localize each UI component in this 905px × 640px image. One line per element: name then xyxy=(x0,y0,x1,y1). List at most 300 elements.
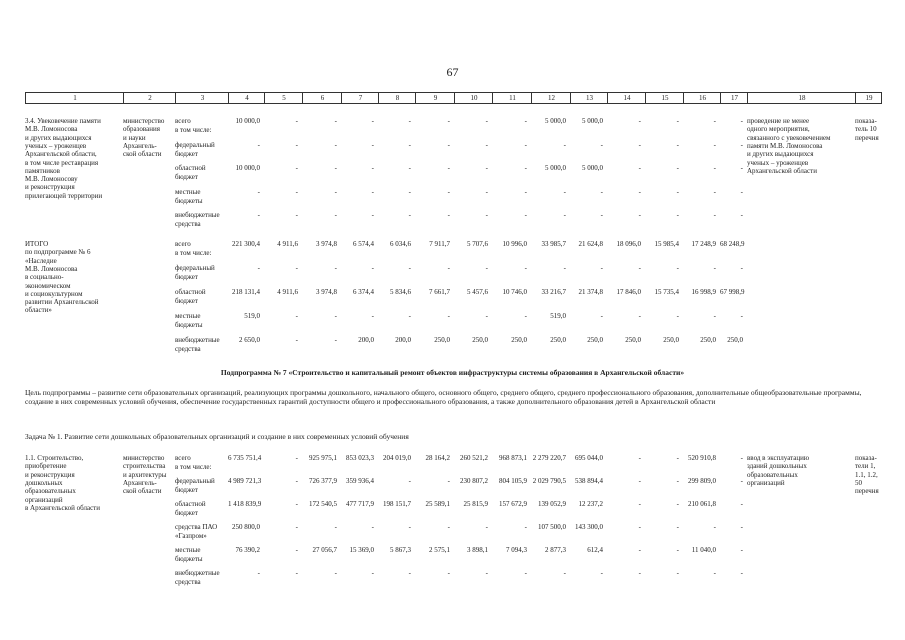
cell-value: 250,0 xyxy=(663,336,679,344)
cell-value: - xyxy=(295,211,298,219)
cell-value: - xyxy=(334,211,337,219)
cell-value: - xyxy=(713,264,716,272)
row-name-line: развитии Архангельской xyxy=(25,298,99,307)
cell-value: - xyxy=(371,523,374,531)
result-line: Архангельской области xyxy=(747,166,817,175)
cell-value: 7 094,3 xyxy=(506,546,527,554)
cell-value: 359 936,4 xyxy=(346,477,374,485)
result-line: памяти М.В. Ломоносова xyxy=(747,141,823,150)
cell-value: - xyxy=(371,312,374,320)
cell-value: - xyxy=(563,187,566,196)
cell-value: 28 164,2 xyxy=(425,454,450,462)
finance-source-label: средства xyxy=(175,578,201,586)
cell-value: 25 589,1 xyxy=(425,500,450,508)
cell-value: - xyxy=(676,454,679,462)
cell-value: - xyxy=(600,187,603,196)
finance-source-label: местные xyxy=(175,187,201,196)
row-name-line: памятников xyxy=(25,166,60,175)
cell-value: 107 500,0 xyxy=(538,523,566,531)
cell-value: - xyxy=(334,523,337,531)
cell-value: - xyxy=(740,546,743,554)
cell-value: 853 023,3 xyxy=(346,454,374,462)
cell-value: 250,0 xyxy=(700,336,716,344)
cell-value: - xyxy=(485,523,488,531)
indicator-line: тель 10 xyxy=(855,125,877,134)
cell-value: - xyxy=(676,523,679,531)
cell-value: - xyxy=(638,164,641,172)
cell-value: 250,0 xyxy=(511,336,527,344)
header-col-7: 7 xyxy=(341,93,379,103)
cell-value: 250,0 xyxy=(434,336,450,344)
cell-value: - xyxy=(485,140,488,149)
header-col-13: 13 xyxy=(570,93,608,103)
cell-value: - xyxy=(524,312,527,320)
finance-source-label: бюджеты xyxy=(175,196,203,205)
cell-value: - xyxy=(638,500,641,508)
row-name-line: Архангельской области, xyxy=(25,150,97,159)
executor-line: ской области xyxy=(123,150,162,159)
cell-value: - xyxy=(638,140,641,149)
header-col-17: 17 xyxy=(720,93,748,103)
executor-line: ской области xyxy=(123,487,162,496)
cell-value: - xyxy=(740,117,743,125)
result-line: и других выдающихся xyxy=(747,150,814,159)
cell-value: - xyxy=(676,117,679,125)
cell-value: - xyxy=(740,454,743,462)
cell-value: - xyxy=(676,312,679,320)
cell-value: - xyxy=(447,312,450,320)
task-text: Задача № 1. Развитие сети дошкольных образовательных организаций и создание в них современных условий обучения xyxy=(25,432,409,441)
cell-value: - xyxy=(740,187,743,196)
cell-value: 968 873,1 xyxy=(499,454,527,462)
cell-value: - xyxy=(334,140,337,149)
cell-value: - xyxy=(676,187,679,196)
cell-value: 17 846,0 xyxy=(616,288,641,296)
cell-value: - xyxy=(524,569,527,577)
cell-value: - xyxy=(257,211,260,219)
cell-value: 27 056,7 xyxy=(312,546,337,554)
result-line: организаций xyxy=(747,478,785,487)
cell-value: - xyxy=(676,211,679,219)
cell-value: - xyxy=(295,523,298,531)
cell-value: - xyxy=(371,264,374,272)
header-col-19: 19 xyxy=(855,93,882,103)
cell-value: - xyxy=(295,164,298,172)
cell-value: 6 374,4 xyxy=(353,288,374,296)
cell-value: 250,0 xyxy=(727,336,743,344)
cell-value: - xyxy=(371,211,374,219)
cell-value: - xyxy=(524,187,527,196)
cell-value: - xyxy=(334,117,337,125)
cell-value: - xyxy=(638,477,641,485)
cell-value: 2 877,3 xyxy=(545,546,566,554)
cell-value: - xyxy=(638,523,641,531)
cell-value: - xyxy=(713,187,716,196)
cell-value: - xyxy=(740,500,743,508)
cell-value: 12 237,2 xyxy=(578,500,603,508)
section-title: Подпрограмма № 7 «Строительство и капитальный ремонт объектов инфраструктуры системы образования в Архангельской области» xyxy=(220,368,685,377)
cell-value: 67 998,9 xyxy=(720,288,745,296)
cell-value: - xyxy=(447,140,450,149)
cell-value: 5 000,0 xyxy=(545,164,566,172)
row-name-line: «Наследие xyxy=(25,256,57,265)
cell-value: - xyxy=(600,569,603,577)
cell-value: - xyxy=(334,187,337,196)
finance-source-label: областной xyxy=(175,288,206,296)
cell-value: 250 800,0 xyxy=(232,523,260,531)
cell-value: - xyxy=(524,264,527,272)
cell-value: - xyxy=(600,211,603,219)
executor-line: образования xyxy=(123,125,160,134)
finance-source-label: всего xyxy=(175,117,191,125)
cell-value: 18 096,0 xyxy=(616,240,641,248)
row-name-line: образовательных xyxy=(25,487,76,496)
cell-value: 68 248,9 xyxy=(720,240,745,248)
cell-value: 5 000,0 xyxy=(582,164,603,172)
finance-source-label: внебюджетные xyxy=(175,211,220,219)
cell-value: 538 894,4 xyxy=(575,477,603,485)
cell-value: - xyxy=(295,264,298,272)
cell-value: 157 672,9 xyxy=(499,500,527,508)
cell-value: - xyxy=(563,264,566,272)
finance-source-label: федеральный xyxy=(175,264,215,272)
header-col-6: 6 xyxy=(302,93,342,103)
finance-source-label: средства xyxy=(175,220,201,228)
header-col-5: 5 xyxy=(264,93,303,103)
result-line: образовательных xyxy=(747,470,798,479)
cell-value: - xyxy=(524,211,527,219)
cell-value: 3 974,8 xyxy=(316,240,337,248)
cell-value: - xyxy=(371,569,374,577)
cell-value: - xyxy=(638,264,641,272)
row-name-line: 1.1. Строительство, xyxy=(25,454,84,462)
row-name-line: М.В. Ломоносова xyxy=(25,125,78,134)
cell-value: 198 151,7 xyxy=(383,500,411,508)
cell-value: - xyxy=(485,187,488,196)
header-col-2: 2 xyxy=(123,93,176,103)
executor-line: Архангель- xyxy=(123,141,157,150)
result-line: зданий дошкольных xyxy=(747,462,807,471)
indicator-line: тели 1, xyxy=(855,462,876,471)
cell-value: - xyxy=(524,164,527,172)
finance-source-label: бюджет xyxy=(175,173,198,181)
cell-value: 10 000,0 xyxy=(235,117,260,125)
executor-line: министерство xyxy=(123,454,165,462)
row-name-line: в социально- xyxy=(25,273,64,282)
row-name-line: области» xyxy=(25,306,52,315)
header-col-10: 10 xyxy=(454,93,493,103)
header-col-18: 18 xyxy=(747,93,856,103)
header-col-4: 4 xyxy=(228,93,265,103)
finance-source-label: бюджет xyxy=(175,509,198,517)
cell-value: 11 040,0 xyxy=(691,546,716,554)
cell-value: - xyxy=(676,477,679,485)
cell-value: 4 911,6 xyxy=(277,288,298,296)
cell-value: - xyxy=(713,312,716,320)
finance-source-label: областной xyxy=(175,500,206,508)
executor-line: строительства xyxy=(123,462,166,471)
cell-value: 477 717,9 xyxy=(346,500,374,508)
result-line: одного мероприятия, xyxy=(747,125,810,134)
cell-value: - xyxy=(408,312,411,320)
finance-source-label: бюджет xyxy=(175,297,198,305)
cell-value: - xyxy=(485,264,488,272)
cell-value: 4 911,6 xyxy=(277,240,298,248)
cell-value: 250,0 xyxy=(625,336,641,344)
cell-value: - xyxy=(257,187,260,196)
finance-source-label: федеральный xyxy=(175,140,215,149)
cell-value: 76 390,2 xyxy=(235,546,260,554)
cell-value: - xyxy=(713,523,716,531)
cell-value: 1 418 839,9 xyxy=(228,500,262,508)
cell-value: - xyxy=(638,117,641,125)
cell-value: 260 521,2 xyxy=(460,454,488,462)
cell-value: - xyxy=(713,569,716,577)
cell-value: - xyxy=(408,140,411,149)
finance-source-label: бюджет xyxy=(175,273,198,281)
finance-source-label: областной xyxy=(175,164,206,172)
page-number: 67 xyxy=(446,65,459,79)
cell-value: 17 248,9 xyxy=(691,240,716,248)
cell-value: 7 661,7 xyxy=(429,288,450,296)
cell-value: - xyxy=(408,211,411,219)
cell-value: - xyxy=(334,164,337,172)
cell-value: - xyxy=(295,312,298,320)
cell-value: 210 061,8 xyxy=(688,500,716,508)
row-name-line: по подпрограмме № 6 xyxy=(25,248,91,257)
cell-value: 2 650,0 xyxy=(239,336,260,344)
cell-value: 139 052,9 xyxy=(538,500,566,508)
cell-value: 2 279 220,7 xyxy=(532,454,566,462)
cell-value: - xyxy=(371,117,374,125)
cell-value: - xyxy=(257,140,260,149)
cell-value: - xyxy=(295,569,298,577)
cell-value: - xyxy=(676,264,679,272)
cell-value: 3 898,1 xyxy=(467,546,488,554)
cell-value: 21 624,8 xyxy=(578,240,603,248)
cell-value: 5 834,6 xyxy=(390,288,411,296)
cell-value: - xyxy=(713,140,716,149)
goal-text: Цель подпрограммы – развитие сети образовательных организаций, реализующих программы дошкольного, начального общего, основного общего, среднего общего, среднего профессионального образования, дополнительные общеобразовательные программы, создание в них современных условий обучения, обеспечение государственных гарантий доступности общего и профессионального образования, а также дополнительного образования детей в Архангельской области xyxy=(25,388,862,406)
cell-value: - xyxy=(740,211,743,219)
cell-value: 250,0 xyxy=(587,336,603,344)
cell-value: - xyxy=(295,477,298,485)
row-name-line: дошкольных xyxy=(25,478,63,487)
header-col-16: 16 xyxy=(683,93,721,103)
cell-value: - xyxy=(676,140,679,149)
executor-line: Архангель- xyxy=(123,478,157,487)
cell-value: 21 374,8 xyxy=(578,288,603,296)
cell-value: - xyxy=(447,569,450,577)
cell-value: 10 996,0 xyxy=(502,240,527,248)
row-name-line: и реконструкция xyxy=(25,183,75,192)
row-name-line: в Архангельской области xyxy=(25,503,100,512)
indicator-line: 50 xyxy=(855,478,862,487)
cell-value: - xyxy=(447,211,450,219)
cell-value: - xyxy=(524,117,527,125)
cell-value: 33 216,7 xyxy=(541,288,566,296)
row-name-line: 3.4. Увековечение памяти xyxy=(25,117,101,125)
cell-value: 15 985,4 xyxy=(654,240,679,248)
cell-value: - xyxy=(563,211,566,219)
cell-value: - xyxy=(676,164,679,172)
cell-value: - xyxy=(676,500,679,508)
indicator-line: перечня xyxy=(855,487,879,496)
row-name-line: ИТОГО xyxy=(25,240,49,248)
cell-value: - xyxy=(447,187,450,196)
cell-value: - xyxy=(295,117,298,125)
cell-value: 143 300,0 xyxy=(575,523,603,531)
cell-value: - xyxy=(295,336,298,344)
cell-value: - xyxy=(740,164,743,172)
finance-source-label: средства ПАО xyxy=(175,523,218,531)
cell-value: 5 707,6 xyxy=(467,240,488,248)
cell-value: 230 807,2 xyxy=(460,477,488,485)
cell-value: - xyxy=(713,164,716,172)
cell-value: 200,0 xyxy=(395,336,411,344)
cell-value: 519,0 xyxy=(244,312,260,320)
cell-value: - xyxy=(408,187,411,196)
cell-value: - xyxy=(447,164,450,172)
cell-value: - xyxy=(371,140,374,149)
finance-source-label: в том числе: xyxy=(175,463,212,471)
cell-value: - xyxy=(740,312,743,320)
cell-value: - xyxy=(600,264,603,272)
cell-value: - xyxy=(740,523,743,531)
finance-source-label: в том числе: xyxy=(175,249,212,257)
cell-value: - xyxy=(740,477,743,485)
finance-source-label: «Газпром» xyxy=(175,532,207,540)
finance-source-label: внебюджетные xyxy=(175,336,220,344)
cell-value: 520 910,8 xyxy=(688,454,716,462)
cell-value: - xyxy=(524,140,527,149)
cell-value: - xyxy=(447,523,450,531)
cell-value: 4 989 721,3 xyxy=(228,477,262,485)
cell-value: 804 105,9 xyxy=(499,477,527,485)
finance-source-label: бюджет xyxy=(175,486,198,494)
cell-value: 10 746,0 xyxy=(502,288,527,296)
header-col-12: 12 xyxy=(531,93,571,103)
finance-source-label: местные xyxy=(175,546,201,554)
result-line: связанного с увековечением xyxy=(747,133,831,142)
finance-source-label: всего xyxy=(175,454,191,462)
cell-value: - xyxy=(485,312,488,320)
cell-value: - xyxy=(334,264,337,272)
indicator-line: показа- xyxy=(855,117,877,125)
row-name-line: организаций xyxy=(25,495,63,504)
cell-value: - xyxy=(638,454,641,462)
cell-value: - xyxy=(447,477,450,485)
row-name-line: и других выдающихся xyxy=(25,133,92,142)
finance-source-label: бюджет xyxy=(175,149,198,158)
finance-source-label: в том числе: xyxy=(175,126,212,134)
finance-source-label: федеральный xyxy=(175,477,215,485)
cell-value: - xyxy=(334,336,337,344)
cell-value: - xyxy=(740,569,743,577)
header-col-11: 11 xyxy=(492,93,532,103)
indicator-line: 1.1, 1.2, xyxy=(855,470,878,479)
cell-value: - xyxy=(408,264,411,272)
cell-value: - xyxy=(447,117,450,125)
cell-value: 15 735,4 xyxy=(654,288,679,296)
finance-source-label: местные xyxy=(175,312,201,320)
cell-value: 221 300,4 xyxy=(232,240,260,248)
cell-value: 299 809,0 xyxy=(688,477,716,485)
cell-value: 10 000,0 xyxy=(235,164,260,172)
header-col-1: 1 xyxy=(25,93,124,103)
cell-value: - xyxy=(485,164,488,172)
row-name-line: ученых – уроженцев xyxy=(25,141,87,150)
finance-source-label: средства xyxy=(175,345,201,353)
indicator-line: показа- xyxy=(855,454,877,462)
table-header-row xyxy=(25,92,882,104)
executor-line: и архитектуры xyxy=(123,470,167,479)
header-col-14: 14 xyxy=(607,93,646,103)
cell-value: - xyxy=(600,312,603,320)
cell-value: - xyxy=(485,211,488,219)
finance-source-label: внебюджетные xyxy=(175,569,220,577)
cell-value: 218 131,4 xyxy=(232,288,260,296)
cell-value: - xyxy=(295,187,298,196)
cell-value: - xyxy=(408,569,411,577)
result-line: ввод в эксплуатацию xyxy=(747,454,810,462)
header-col-3: 3 xyxy=(175,93,229,103)
row-name-line: и реконструкция xyxy=(25,470,75,479)
cell-value: - xyxy=(485,117,488,125)
header-col-15: 15 xyxy=(645,93,684,103)
executor-line: министерство xyxy=(123,117,165,125)
cell-value: - xyxy=(676,569,679,577)
cell-value: - xyxy=(408,477,411,485)
cell-value: - xyxy=(408,164,411,172)
cell-value: - xyxy=(638,312,641,320)
finance-source-label: бюджеты xyxy=(175,555,203,563)
row-name-line: в том числе реставрация xyxy=(25,158,99,167)
executor-line: и науки xyxy=(123,133,146,142)
row-name-line: М.В. Ломоносова xyxy=(25,264,78,273)
cell-value: 200,0 xyxy=(358,336,374,344)
cell-value: 695 044,0 xyxy=(575,454,603,462)
cell-value: - xyxy=(295,454,298,462)
cell-value: - xyxy=(334,312,337,320)
cell-value: 519,0 xyxy=(550,312,566,320)
cell-value: 172 540,5 xyxy=(309,500,337,508)
cell-value: - xyxy=(371,187,374,196)
cell-value: 6 574,4 xyxy=(353,240,374,248)
cell-value: - xyxy=(638,546,641,554)
cell-value: - xyxy=(485,569,488,577)
cell-value: 15 369,0 xyxy=(349,546,374,554)
cell-value: - xyxy=(740,264,743,272)
result-line: ученых – уроженцев xyxy=(747,158,809,167)
cell-value: - xyxy=(334,569,337,577)
cell-value: 5 000,0 xyxy=(545,117,566,125)
row-name-line: экономическом xyxy=(25,281,71,290)
cell-value: 2 575,1 xyxy=(429,546,450,554)
cell-value: - xyxy=(257,264,260,272)
cell-value: 5 867,3 xyxy=(390,546,411,554)
row-name-line: прилегающей территории xyxy=(25,191,103,200)
cell-value: - xyxy=(408,117,411,125)
header-col-8: 8 xyxy=(378,93,416,103)
cell-value: - xyxy=(676,546,679,554)
cell-value: - xyxy=(563,569,566,577)
cell-value: - xyxy=(600,140,603,149)
cell-value: 3 974,8 xyxy=(316,288,337,296)
cell-value: - xyxy=(295,500,298,508)
cell-value: 5 457,6 xyxy=(467,288,488,296)
cell-value: 6 034,6 xyxy=(390,240,411,248)
